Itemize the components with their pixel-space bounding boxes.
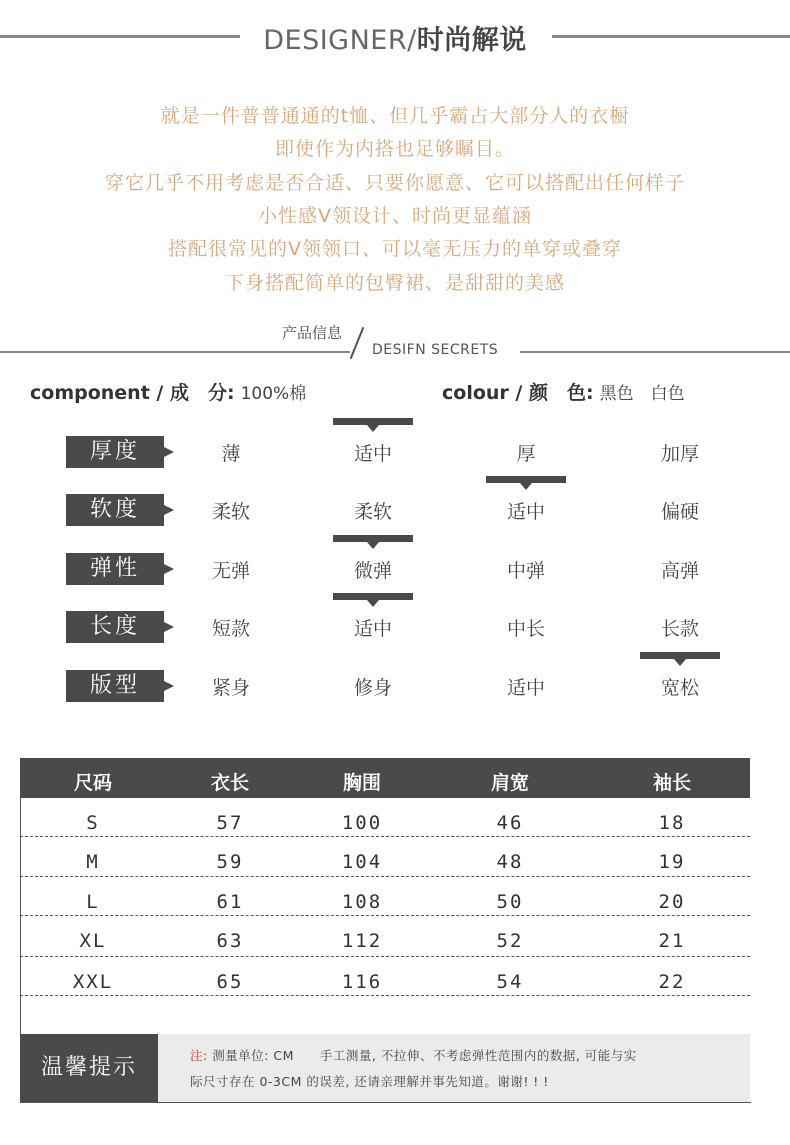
table-header-cell: 尺码 <box>73 772 112 794</box>
attribute-label: 厚度 <box>66 436 164 468</box>
attribute-option: 宽松 <box>660 677 699 699</box>
table-cell: 65 <box>216 971 244 993</box>
component-key: component / 成 分: <box>30 382 235 404</box>
product-info-left-rule <box>0 351 350 353</box>
table-row-divider <box>20 956 750 957</box>
selected-marker <box>640 652 720 659</box>
table-cell: S <box>86 812 100 834</box>
table-row-divider <box>20 876 750 877</box>
description-line: 穿它几乎不用考虑是否合适、只要你愿意、它可以搭配出任何样子 <box>104 172 685 194</box>
table-cell: 48 <box>496 851 524 873</box>
colour-key: colour / 颜 色: <box>442 382 594 404</box>
table-cell: XL <box>79 930 107 952</box>
table-cell: 52 <box>496 930 524 952</box>
component-spec <box>30 378 306 405</box>
table-header-cell: 肩宽 <box>490 772 529 794</box>
attribute-option: 柔软 <box>353 501 392 523</box>
table-cell: 46 <box>496 812 524 834</box>
description-line: 下身搭配简单的包臀裙、是甜甜的美感 <box>224 272 565 294</box>
table-row-divider <box>20 995 750 996</box>
table-cell: 63 <box>216 930 244 952</box>
description-line: 小性感V领设计、时尚更显蕴涵 <box>258 205 532 227</box>
notice-line-2: 际尺寸存在 0-3CM 的误差, 还请亲理解并事先知道。谢谢! ! ! <box>190 1074 549 1089</box>
attribute-option: 无弹 <box>211 560 250 582</box>
table-cell: L <box>86 891 100 913</box>
attribute-option: 适中 <box>353 618 392 640</box>
selected-marker <box>333 418 413 425</box>
selected-marker <box>486 476 566 483</box>
attribute-option: 短款 <box>211 618 250 640</box>
table-cell: 57 <box>216 812 244 834</box>
description-line: 就是一件普普通通的t恤、但几乎霸占大部分人的衣橱 <box>160 105 630 127</box>
table-header-cell: 袖长 <box>652 772 691 794</box>
table-cell: 116 <box>341 971 383 993</box>
table-cell: 108 <box>341 891 383 913</box>
table-cell: 18 <box>658 812 686 834</box>
table-cell: M <box>86 851 100 873</box>
table-cell: 22 <box>658 971 686 993</box>
attribute-option: 高弹 <box>660 560 699 582</box>
notice-box <box>158 1034 750 1102</box>
table-row-divider <box>20 836 750 837</box>
table-cell: 54 <box>496 971 524 993</box>
attribute-option: 偏硬 <box>660 501 699 523</box>
table-cell: 100 <box>341 812 383 834</box>
table-cell: 19 <box>658 851 686 873</box>
attribute-label: 软度 <box>66 494 164 526</box>
product-info-right-rule <box>520 351 790 353</box>
attribute-option: 微弹 <box>353 560 392 582</box>
attribute-option: 修身 <box>353 677 392 699</box>
notice-text-1: 测量单位: CM 手工测量, 不拉伸、不考虑弹性范围内的数据, 可能与实 <box>212 1048 637 1063</box>
notice-line-1 <box>190 1046 637 1064</box>
attribute-option: 中弹 <box>506 560 545 582</box>
table-cell: 20 <box>658 891 686 913</box>
description-line: 即使作为内搭也足够瞩目。 <box>274 138 515 160</box>
table-cell: 21 <box>658 930 686 952</box>
attribute-option: 加厚 <box>660 443 699 465</box>
attribute-option: 紧身 <box>211 677 250 699</box>
notice-label: 温馨提示 <box>20 1034 158 1102</box>
attribute-option: 柔软 <box>211 501 250 523</box>
page-title <box>0 18 790 57</box>
attribute-label: 版型 <box>66 670 164 702</box>
table-header-cell: 衣长 <box>210 772 249 794</box>
product-info-label: 产品信息 <box>282 324 343 342</box>
selected-marker <box>333 535 413 542</box>
attribute-label: 弹性 <box>66 553 164 585</box>
attribute-option: 薄 <box>221 443 241 465</box>
table-cell: 50 <box>496 891 524 913</box>
title-sep: / <box>407 25 417 56</box>
attribute-option: 适中 <box>353 443 392 465</box>
notice-mark: 注: <box>190 1048 208 1063</box>
colour-spec <box>442 378 685 405</box>
attribute-option: 适中 <box>506 501 545 523</box>
attribute-option: 适中 <box>506 677 545 699</box>
table-cell: 61 <box>216 891 244 913</box>
product-info-slash <box>350 327 365 359</box>
table-header-cell: 胸围 <box>342 772 381 794</box>
product-info-en: DESIFN SECRETS <box>372 342 499 358</box>
colour-values: 黑色 白色 <box>599 384 685 404</box>
table-cell: 59 <box>216 851 244 873</box>
description-line: 搭配很常见的V领领口、可以毫无压力的单穿或叠穿 <box>168 238 622 260</box>
selected-marker <box>333 593 413 600</box>
table-cell: 112 <box>341 930 383 952</box>
component-value: 100%棉 <box>240 384 307 404</box>
attribute-option: 长款 <box>660 618 699 640</box>
title-en: DESIGNER <box>263 25 408 56</box>
table-row-divider <box>20 915 750 916</box>
attribute-label: 长度 <box>66 611 164 643</box>
attribute-option: 厚 <box>516 443 536 465</box>
title-cn: 时尚解说 <box>416 25 527 56</box>
table-cell: 104 <box>341 851 383 873</box>
table-cell: XXL <box>72 971 114 993</box>
attribute-option: 中长 <box>506 618 545 640</box>
